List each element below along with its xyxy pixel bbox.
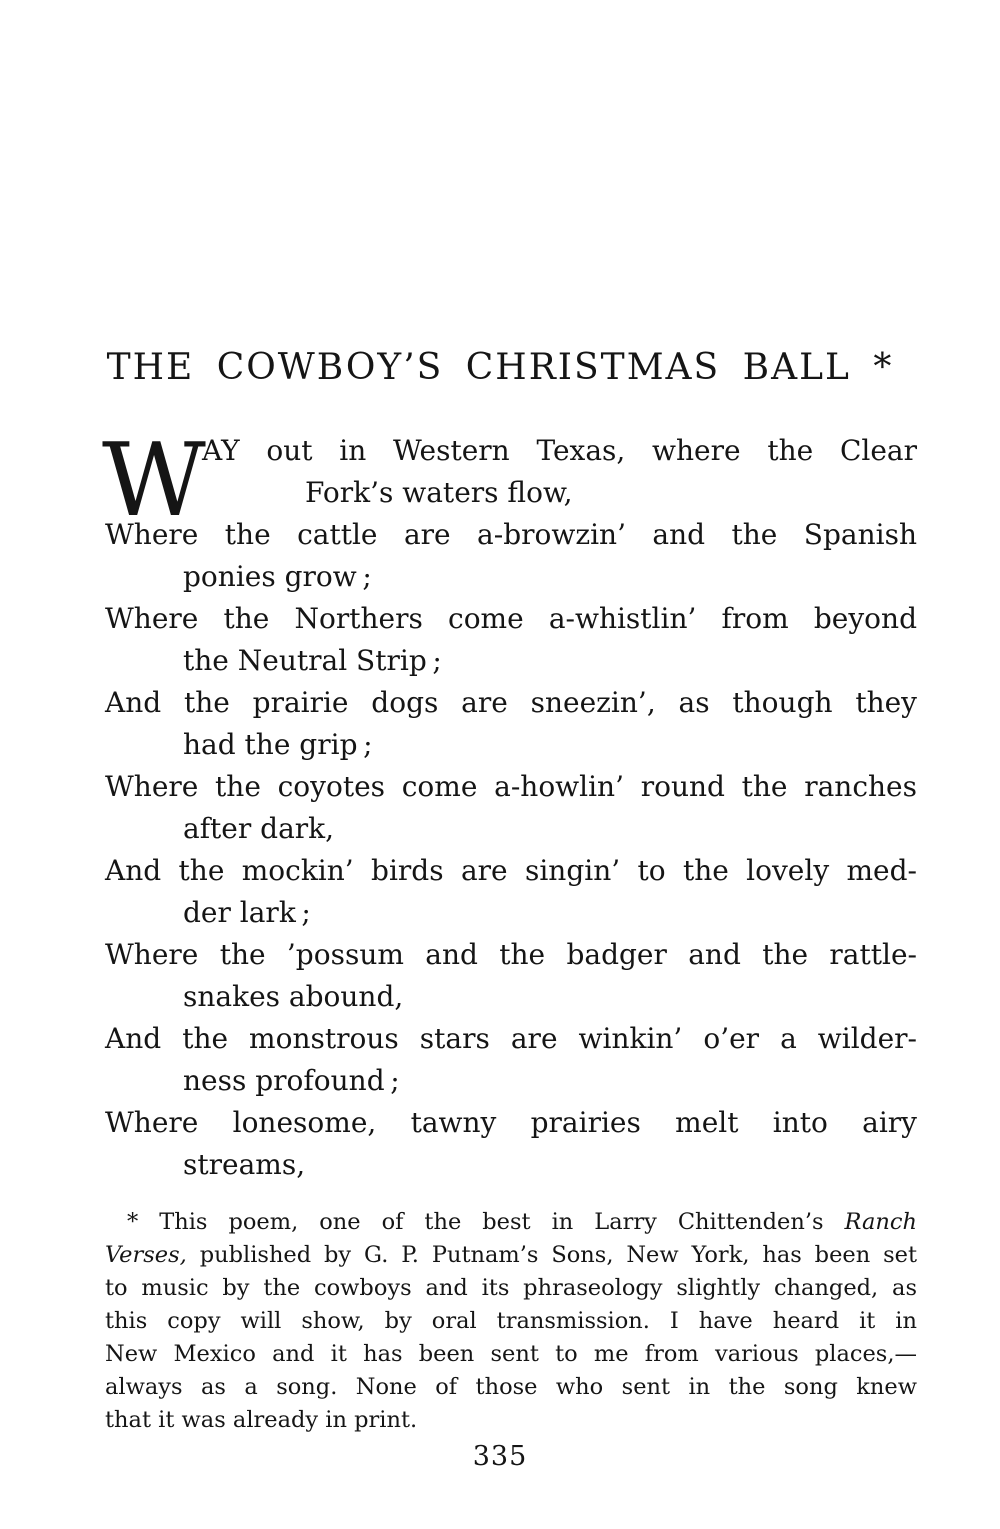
footnote-text: * This poem, one of the best in Larry Chittenden’s xyxy=(127,1209,845,1235)
footnote-text: published by G. P. Putnam’s Sons, New York, has been set xyxy=(186,1242,917,1268)
footnote-line: always as a song. None of those who sent in the song knew xyxy=(105,1374,917,1400)
poem-line: Where lonesome, tawny prairies melt into airy xyxy=(105,1106,917,1139)
footnote-italic-title: Ranch xyxy=(844,1209,917,1235)
footnote-line xyxy=(105,1239,917,1272)
footnote-line: that it was already in print. xyxy=(105,1407,418,1433)
poem-line-continuation: ponies grow ; xyxy=(183,560,372,593)
footnote-line: to music by the cowboys and its phraseology slightly changed, as xyxy=(105,1275,917,1301)
poem-line: Where the cattle are a-browzin’ and the Spanish xyxy=(105,518,917,551)
poem-line: Where the Northers come a-whistlin’ from beyond xyxy=(105,602,917,635)
page-title: THE COWBOY’S CHRISTMAS BALL * xyxy=(106,347,894,388)
poem-line-continuation: der lark ; xyxy=(183,896,311,929)
poem-line: And the monstrous stars are winkin’ o’er a wilder- xyxy=(105,1022,917,1055)
poem-line-continuation: the Neutral Strip ; xyxy=(183,644,442,677)
poem-line-continuation: Fork’s waters flow, xyxy=(305,476,573,509)
footnote-line xyxy=(105,1206,917,1239)
poem-line: Where the ’possum and the badger and the rattle- xyxy=(105,938,917,971)
page-number: 335 xyxy=(472,1441,528,1472)
poem-line: Where the coyotes come a-howlin’ round the ranches xyxy=(105,770,917,803)
poem-line-continuation: after dark, xyxy=(183,812,335,845)
poem-line-continuation: had the grip ; xyxy=(183,728,373,761)
poem-line-continuation: snakes abound, xyxy=(183,980,404,1013)
footnote xyxy=(105,1206,917,1437)
poem-line-continuation: streams, xyxy=(183,1148,306,1181)
footnote-italic-title: Verses, xyxy=(105,1242,187,1268)
poem-line: And the mockin’ birds are singin’ to the lovely med- xyxy=(105,854,917,887)
poem-body xyxy=(102,421,917,1186)
poem-line-continuation: ness profound ; xyxy=(183,1064,400,1097)
footnote-line: this copy will show, by oral transmission. I have heard it in xyxy=(105,1308,917,1334)
drop-cap: W xyxy=(102,421,206,539)
poem-line: And the prairie dogs are sneezin’, as though they xyxy=(105,686,917,719)
poem-line: AY out in Western Texas, where the Clear xyxy=(202,434,917,467)
footnote-line: New Mexico and it has been sent to me from various places,— xyxy=(105,1341,917,1367)
